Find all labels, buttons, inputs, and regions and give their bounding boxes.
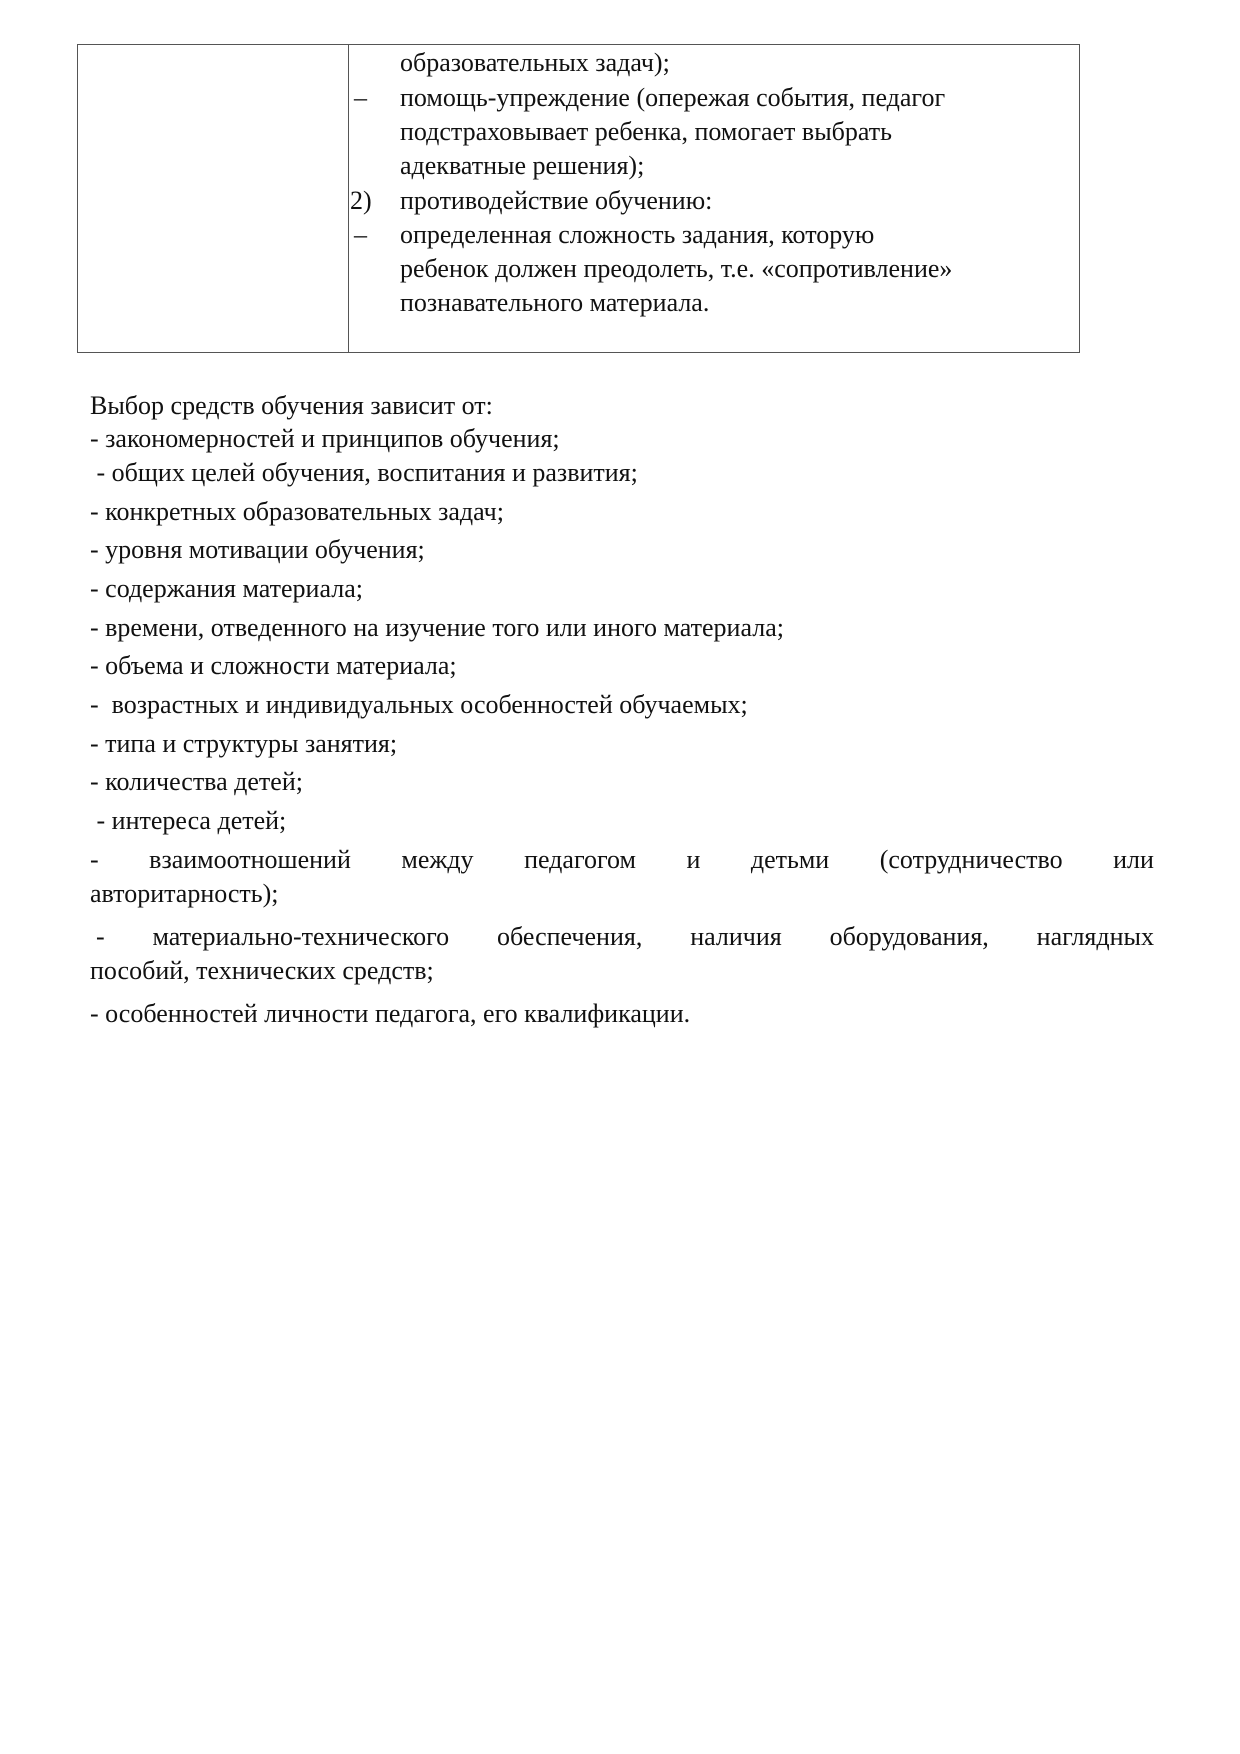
- word: наглядных: [1036, 922, 1154, 951]
- word: взаимоотношений: [149, 845, 351, 874]
- table-column-divider: [348, 45, 349, 352]
- word: -: [90, 845, 99, 874]
- table-line-text: противодействие обучению:: [400, 186, 713, 215]
- dash-marker: –: [354, 83, 367, 112]
- table-right-cell: [350, 45, 1079, 352]
- table-line-text: познавательного материала.: [400, 288, 710, 317]
- list-item: - общих целей обучения, воспитания и развития;: [90, 458, 638, 487]
- justified-line-equipment: [96, 921, 1154, 953]
- list-item: - объема и сложности материала;: [90, 651, 457, 680]
- word: и: [686, 845, 701, 874]
- list-item: - конкретных образовательных задач;: [90, 497, 504, 526]
- list-item: - особенностей личности педагога, его квалификации.: [90, 999, 691, 1028]
- word: детьми: [750, 845, 830, 874]
- list-item: - времени, отведенного на изучение того или иного материала;: [90, 613, 784, 642]
- list-item: - типа и структуры занятия;: [90, 729, 398, 758]
- table-line-text: ребенок должен преодолеть, т.е. «сопротивление»: [400, 254, 953, 283]
- word: материально-технического: [152, 922, 450, 951]
- table-line-text: подстраховывает ребенка, помогает выбрать: [400, 117, 892, 146]
- table-left-cell: [78, 45, 348, 352]
- word: между: [401, 845, 474, 874]
- list-item-continuation: пособий, технических средств;: [90, 956, 434, 985]
- word: или: [1113, 845, 1154, 874]
- list-item-continuation: авторитарность);: [90, 879, 279, 908]
- intro-line: Выбор средств обучения зависит от:: [90, 391, 493, 420]
- table-line-text: образовательных задач);: [400, 48, 670, 77]
- table-fragment: [77, 44, 1080, 353]
- list-item: - интереса детей;: [90, 806, 287, 835]
- table-line-text: помощь-упреждение (опережая события, педагог: [400, 83, 946, 112]
- word: обеспечения,: [497, 922, 643, 951]
- table-line-text: адекватные решения);: [400, 151, 645, 180]
- word: (сотрудничество: [879, 845, 1063, 874]
- word: педагогом: [524, 845, 636, 874]
- list-item: - уровня мотивации обучения;: [90, 535, 425, 564]
- justified-line-relations: [90, 844, 1154, 876]
- word: оборудования,: [829, 922, 989, 951]
- list-item: - содержания материала;: [90, 574, 363, 603]
- list-item: - количества детей;: [90, 767, 303, 796]
- list-item: - закономерностей и принципов обучения;: [90, 424, 560, 453]
- table-line-text: определенная сложность задания, которую: [400, 220, 875, 249]
- dash-marker: –: [354, 220, 367, 249]
- word: -: [96, 922, 105, 951]
- list-item: - возрастных и индивидуальных особенностей обучаемых;: [90, 690, 748, 719]
- number-marker: 2): [350, 186, 372, 215]
- word: наличия: [690, 922, 782, 951]
